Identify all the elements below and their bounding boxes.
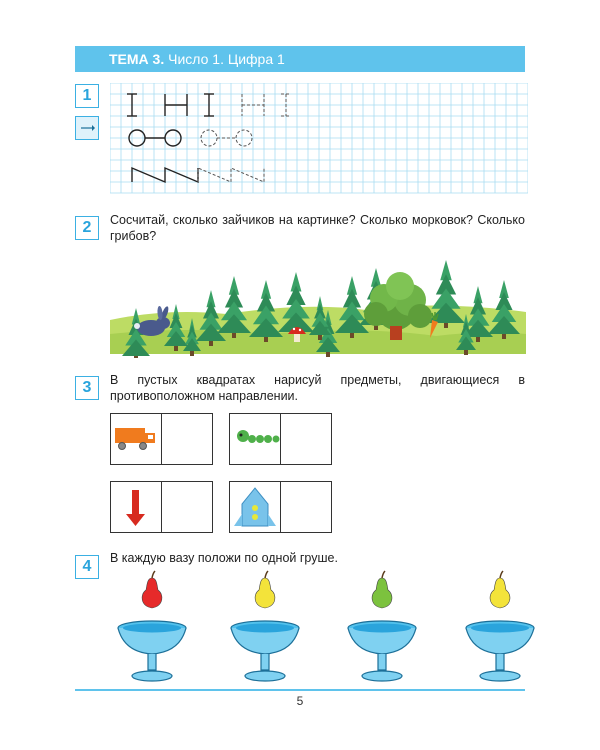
topic-header	[75, 46, 525, 72]
vase-icon	[231, 621, 299, 681]
forest-illustration	[106, 250, 528, 358]
footer-line	[75, 689, 525, 691]
page-number: 5	[296, 694, 304, 708]
vase-icon	[466, 621, 534, 681]
arrow-right-icon	[75, 116, 99, 140]
topic-title: ТЕМА 3. Число 1. Цифра 1	[109, 51, 285, 67]
empty-drawing-cell-3[interactable]	[161, 481, 213, 533]
rocket-icon	[230, 482, 280, 532]
task-3-number: 3	[75, 376, 99, 400]
truck-icon	[111, 414, 161, 464]
empty-drawing-cell-2[interactable]	[280, 413, 332, 465]
truck-cell	[110, 413, 162, 465]
down-arrow-icon	[111, 482, 161, 532]
caterpillar-icon	[230, 414, 280, 464]
down-arrow-cell	[110, 481, 162, 533]
vase-icon	[118, 621, 186, 681]
caterpillar-cell	[229, 413, 281, 465]
fir-tree	[217, 276, 251, 338]
task-1-number: 1	[75, 84, 99, 108]
pear-icon	[142, 571, 162, 608]
empty-drawing-cell-1[interactable]	[161, 413, 213, 465]
writing-grid	[110, 83, 528, 195]
vase-icon	[348, 621, 416, 681]
task-2-number: 2	[75, 216, 99, 240]
pear-icon	[255, 571, 275, 608]
fir-tree	[335, 276, 369, 338]
task-4-text: В каждую вазу положи по одной груше.	[110, 551, 338, 565]
pear-icon	[372, 571, 392, 608]
pear-icon	[490, 571, 510, 608]
pears-and-vases	[100, 570, 540, 685]
task-3-text: В пустых квадратах нарисуй предметы, двигающиеся в противоположном направлении.	[110, 373, 525, 403]
empty-drawing-cell-4[interactable]	[280, 481, 332, 533]
task-2-text: Сосчитай, сколько зайчиков на картинке? Сколько морковок? Сколько грибов?	[110, 213, 525, 243]
task-4-number: 4	[75, 555, 99, 579]
rocket-cell	[229, 481, 281, 533]
